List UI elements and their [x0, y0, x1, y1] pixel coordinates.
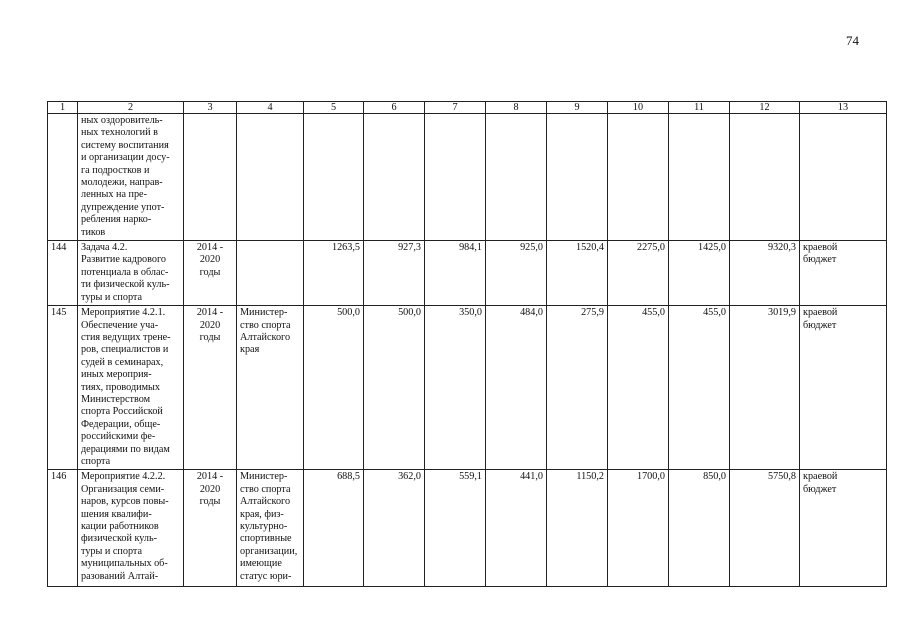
row-value — [304, 114, 364, 241]
table-row — [48, 306, 887, 470]
row-value: 362,0 — [364, 470, 425, 587]
row-value: 455,0 — [669, 306, 730, 470]
header-cell: 13 — [800, 102, 887, 114]
row-value — [608, 114, 669, 241]
row-total: 3019,9 — [730, 306, 800, 470]
table-row — [48, 114, 887, 241]
row-value: 1150,2 — [547, 470, 608, 587]
row-period: 2014 - 2020 годы — [184, 306, 237, 470]
row-value — [669, 114, 730, 241]
row-description: Мероприятие 4.2.1. Обеспечение уча- стия ведущих трене- ров, специалистов и судей в семинарах, иных мероприя- тиях, проводимых Министерством спорта Российской Федерации, обще- российскими фе- дерациями по видам спорта — [78, 306, 184, 470]
row-description: ных оздоровитель- ных технологий в систему воспитания и организации досу- га подростков и молодежи, направ- ленных на пре- дупреждение упот- ребления нарко- тиков — [78, 114, 184, 241]
row-value: 925,0 — [486, 241, 547, 306]
row-description: Мероприятие 4.2.2. Организация семи- наров, курсов повы- шения квалифи- кации работников физической куль- туры и спорта муниципальных об- разований Алтай- — [78, 470, 184, 587]
row-value — [486, 114, 547, 241]
program-table — [47, 101, 887, 587]
row-executor: Министер- ство спорта Алтайского края, физ- культурно- спортивные организации, имеющие статус юри- — [237, 470, 304, 587]
row-number: 145 — [48, 306, 78, 470]
header-cell: 11 — [669, 102, 730, 114]
row-value: 688,5 — [304, 470, 364, 587]
row-value: 1425,0 — [669, 241, 730, 306]
row-total: 9320,3 — [730, 241, 800, 306]
header-cell: 9 — [547, 102, 608, 114]
row-number: 144 — [48, 241, 78, 306]
page-number: 74 — [846, 33, 859, 48]
row-number: 146 — [48, 470, 78, 587]
table-row — [48, 241, 887, 306]
row-value: 441,0 — [486, 470, 547, 587]
row-value: 1263,5 — [304, 241, 364, 306]
table-row — [48, 470, 887, 587]
row-period — [184, 114, 237, 241]
row-period: 2014 - 2020 годы — [184, 470, 237, 587]
header-cell: 3 — [184, 102, 237, 114]
row-executor: Министер- ство спорта Алтайского края — [237, 306, 304, 470]
header-cell: 2 — [78, 102, 184, 114]
row-value: 984,1 — [425, 241, 486, 306]
row-value: 455,0 — [608, 306, 669, 470]
row-value: 275,9 — [547, 306, 608, 470]
row-executor — [237, 114, 304, 241]
header-cell: 8 — [486, 102, 547, 114]
row-value: 350,0 — [425, 306, 486, 470]
row-funding-source: краевой бюджет — [800, 470, 887, 587]
row-funding-source: краевой бюджет — [800, 241, 887, 306]
row-value — [425, 114, 486, 241]
row-total — [730, 114, 800, 241]
header-cell: 5 — [304, 102, 364, 114]
row-value: 1700,0 — [608, 470, 669, 587]
row-number — [48, 114, 78, 241]
row-value: 559,1 — [425, 470, 486, 587]
header-cell: 12 — [730, 102, 800, 114]
row-executor — [237, 241, 304, 306]
row-funding-source: краевой бюджет — [800, 306, 887, 470]
row-period: 2014 - 2020 годы — [184, 241, 237, 306]
header-cell: 1 — [48, 102, 78, 114]
row-value: 927,3 — [364, 241, 425, 306]
row-value: 500,0 — [364, 306, 425, 470]
row-value: 850,0 — [669, 470, 730, 587]
row-value — [547, 114, 608, 241]
header-cell: 7 — [425, 102, 486, 114]
row-total: 5750,8 — [730, 470, 800, 587]
header-cell: 10 — [608, 102, 669, 114]
row-description: Задача 4.2. Развитие кадрового потенциала в облас- ти физической куль- туры и спорта — [78, 241, 184, 306]
row-funding-source — [800, 114, 887, 241]
row-value: 1520,4 — [547, 241, 608, 306]
header-row — [48, 102, 887, 114]
header-cell: 6 — [364, 102, 425, 114]
row-value: 500,0 — [304, 306, 364, 470]
row-value: 484,0 — [486, 306, 547, 470]
header-cell: 4 — [237, 102, 304, 114]
row-value: 2275,0 — [608, 241, 669, 306]
row-value — [364, 114, 425, 241]
